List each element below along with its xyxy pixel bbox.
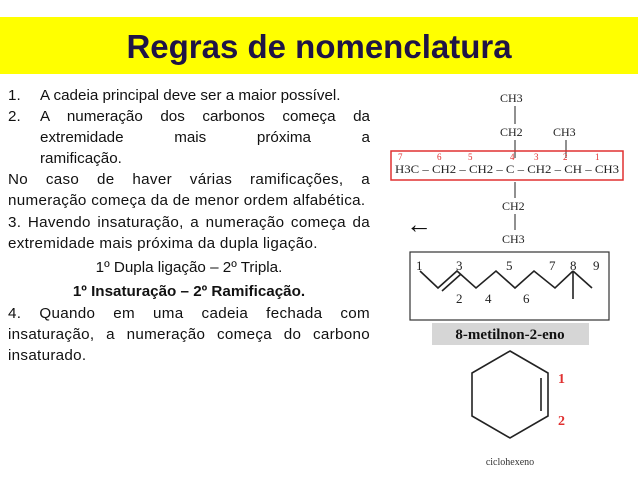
left-arrow-icon: ← (406, 210, 432, 239)
rule-2-line-2: extremidade mais próxima a (40, 129, 370, 146)
chain-number: 3 (534, 152, 539, 162)
chain-number: 5 (468, 152, 473, 162)
carbon-number: 6 (523, 291, 530, 306)
rule-2-line-1: A numeração dos carbonos começa da (40, 108, 370, 125)
compound-name: 8-metilnon-2-eno (455, 327, 565, 343)
ring-label-1: 1 (558, 372, 565, 387)
chain-number: 6 (437, 152, 442, 162)
chain-end-bond (573, 271, 592, 288)
carbon-number: 4 (485, 291, 492, 306)
ring-label-2: 2 (558, 414, 565, 429)
carbon-number: 1 (416, 258, 423, 273)
chain-number: 2 (563, 152, 568, 162)
main-chain: H3C – CH2 – CH2 – C – CH2 – CH – CH3 (395, 164, 620, 176)
rule-4: 4. Quando em uma cadeia fechada com insaturação, a numeração começa do carbono insaturado. (8, 305, 370, 364)
priority-unsaturation-branch: 1º Insaturação – 2º Ramificação. (72, 283, 306, 300)
branches-rule: No caso de haver várias ramificações, a numeração começa da de menor ordem alfabética. (8, 171, 370, 209)
carbon-number: 2 (456, 291, 463, 306)
ch3-right: CH3 (553, 125, 576, 139)
skeletal-alkene-structure (410, 252, 609, 345)
rule-1-text: A cadeia principal deve ser a maior possível. (40, 87, 341, 104)
rule-2-number: 2. (8, 108, 21, 125)
priority-double-triple: 1º Dupla ligação – 2º Tripla. (95, 259, 283, 276)
carbon-chain (420, 271, 573, 288)
carbon-number: 8 (570, 258, 577, 273)
chain-number: 7 (398, 152, 403, 162)
carbon-number: 5 (506, 258, 513, 273)
chain-numbers (398, 152, 600, 162)
rule-3: 3. Havendo insaturação, a numeração começa da extremidade mais próxima da dupla ligação. (8, 214, 370, 252)
ch2-top: CH2 (500, 125, 523, 139)
chain-number: 1 (595, 152, 600, 162)
chain-number: 4 (510, 152, 515, 162)
rule-2-line-3: ramificação. (40, 150, 122, 167)
cyclohexene-name: ciclohexeno (485, 457, 535, 468)
slide-title: Regras de nomenclatura (126, 28, 512, 65)
ch3-bottom: CH3 (502, 232, 525, 246)
ch2-bottom: CH2 (502, 199, 525, 213)
ch3-top: CH3 (500, 91, 523, 105)
carbon-number: 3 (456, 258, 463, 273)
carbon-number: 7 (549, 258, 556, 273)
hexagon-ring (472, 351, 548, 438)
carbon-number: 9 (593, 258, 600, 273)
rule-1-number: 1. (8, 87, 21, 104)
cyclohexene-structure (472, 351, 565, 468)
